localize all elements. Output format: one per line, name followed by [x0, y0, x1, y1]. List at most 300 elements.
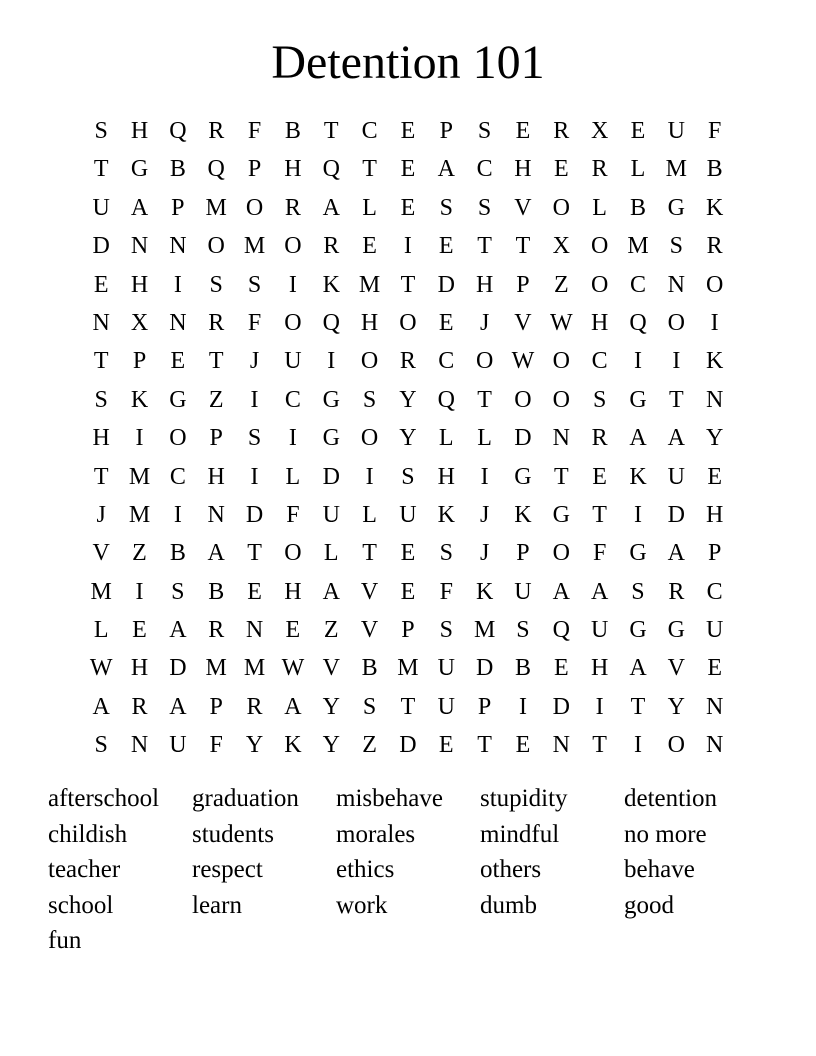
grid-letter: A: [207, 540, 225, 567]
grid-letter: S: [94, 732, 108, 759]
grid-row: [82, 266, 734, 304]
grid-letter: I: [710, 309, 719, 336]
grid-letter: Z: [553, 271, 569, 298]
grid-letter: Q: [169, 118, 187, 144]
grid-letter: I: [288, 271, 297, 298]
grid-letter: U: [437, 693, 455, 720]
grid-letter: Z: [208, 386, 224, 413]
grid-letter: N: [706, 386, 724, 413]
word-bank-item: afterschool: [48, 785, 160, 812]
grid-letter: V: [360, 578, 379, 605]
grid-letter: R: [399, 348, 416, 375]
grid-letter: E: [515, 118, 531, 144]
grid-row: [82, 688, 734, 726]
grid-letter: K: [475, 578, 494, 605]
grid-letter: T: [93, 348, 109, 375]
grid-letter: K: [706, 194, 724, 221]
grid-letter: N: [706, 732, 724, 759]
grid-letter: O: [552, 386, 570, 413]
grid-letter: O: [360, 348, 379, 375]
grid-letter: I: [633, 732, 642, 759]
grid-letter: L: [362, 194, 377, 221]
word-bank-item: detention: [624, 785, 718, 812]
grid-letter: G: [667, 617, 685, 644]
grid-row: [82, 419, 734, 457]
grid-letter: D: [169, 655, 187, 682]
grid-letter: R: [208, 617, 225, 644]
grid-row: [82, 534, 734, 572]
grid-letter: E: [707, 463, 722, 490]
grid-letter: Y: [706, 425, 724, 452]
grid-letter: H: [92, 425, 110, 452]
grid-letter: T: [477, 386, 492, 413]
grid-letter: R: [246, 693, 263, 720]
word-bank-item: students: [192, 820, 274, 848]
grid-letter: X: [130, 309, 149, 336]
grid-letter: O: [245, 194, 264, 221]
grid-letter: S: [362, 693, 377, 720]
grid-letter: M: [205, 194, 227, 221]
grid-letter: W: [89, 655, 113, 682]
grid-letter: T: [400, 271, 416, 298]
grid-letter: F: [439, 578, 453, 605]
grid-letter: E: [132, 617, 147, 644]
grid-letter: R: [208, 118, 225, 144]
grid-letter: S: [477, 194, 492, 221]
grid-letter: Q: [322, 309, 340, 336]
grid-letter: A: [590, 578, 609, 605]
grid-letter: T: [668, 386, 684, 413]
grid-letter: S: [631, 578, 645, 605]
grid-letter: T: [362, 540, 377, 567]
page-title: Detention 101: [271, 36, 545, 89]
grid-letter: M: [90, 578, 112, 605]
grid-letter: N: [552, 425, 570, 452]
grid-letter: B: [629, 194, 646, 221]
grid-row: [82, 458, 734, 496]
word-bank-item: work: [336, 891, 388, 919]
grid-letter: U: [667, 118, 685, 144]
grid-letter: E: [438, 732, 454, 759]
grid-letter: T: [515, 233, 531, 260]
word-bank-item: morales: [336, 820, 416, 848]
grid-letter: O: [475, 348, 494, 375]
grid-letter: N: [169, 309, 187, 336]
grid-letter: A: [552, 578, 570, 605]
grid-letter: T: [630, 693, 646, 720]
grid-row: [82, 189, 734, 227]
grid-letter: E: [400, 118, 416, 144]
grid-letter: B: [284, 118, 301, 144]
grid-letter: K: [322, 271, 340, 298]
grid-letter: T: [400, 693, 416, 720]
grid-letter: E: [400, 156, 416, 183]
grid-letter: M: [243, 233, 266, 260]
grid-letter: T: [93, 463, 109, 490]
grid-letter: A: [629, 655, 647, 682]
grid-letter: Z: [323, 617, 339, 644]
grid-letter: L: [592, 194, 607, 221]
grid-letter: V: [92, 540, 110, 567]
grid-letter: E: [170, 348, 186, 375]
word-bank-item: ethics: [336, 856, 395, 884]
grid-letter: U: [437, 655, 455, 682]
grid-letter: U: [590, 617, 609, 644]
grid-letter: E: [400, 578, 416, 605]
grid-letter: H: [514, 156, 532, 183]
grid-letter: B: [169, 156, 186, 183]
grid-letter: U: [399, 501, 417, 528]
grid-letter: D: [552, 693, 570, 720]
grid-letter: T: [592, 732, 607, 759]
grid-letter: M: [665, 156, 687, 183]
grid-row: [82, 342, 734, 380]
grid-letter: A: [169, 617, 187, 644]
word-bank-item: dumb: [480, 891, 537, 919]
grid-letter: N: [169, 233, 187, 260]
grid-letter: C: [706, 578, 723, 605]
grid-letter: U: [667, 463, 685, 490]
grid-letter: E: [400, 194, 416, 221]
grid-letter: O: [667, 732, 685, 759]
grid-letter: L: [362, 501, 377, 528]
grid-letter: K: [706, 348, 724, 375]
grid-letter: J: [479, 540, 490, 567]
grid-letter: I: [633, 501, 642, 528]
grid-letter: A: [169, 693, 187, 720]
word-bank-item: others: [480, 856, 542, 884]
grid-letter: B: [361, 655, 378, 682]
word-bank-item: teacher: [48, 856, 121, 884]
grid-letter: U: [322, 501, 340, 528]
grid-letter: A: [322, 578, 340, 605]
grid-letter: I: [173, 501, 182, 528]
grid-letter: N: [92, 309, 110, 336]
grid-letter: O: [552, 194, 570, 221]
grid-letter: W: [281, 655, 305, 682]
grid-letter: B: [208, 578, 225, 605]
grid-letter: F: [247, 118, 262, 144]
grid-letter: G: [629, 386, 647, 413]
word-bank-item: graduation: [192, 785, 299, 812]
grid-letter: S: [516, 617, 530, 644]
grid-letter: S: [247, 425, 262, 452]
grid-letter: S: [247, 271, 262, 298]
grid-letter: D: [322, 463, 340, 490]
word-bank-item: misbehave: [336, 785, 443, 812]
grid-letter: A: [629, 425, 647, 452]
grid-letter: A: [667, 425, 685, 452]
grid-letter: T: [247, 540, 262, 567]
grid-letter: U: [706, 617, 724, 644]
grid-letter: E: [400, 540, 416, 567]
grid-row: [82, 496, 734, 534]
grid-letter: E: [438, 309, 454, 336]
grid-row: [82, 726, 734, 764]
grid-letter: E: [247, 578, 262, 605]
grid-letter: Y: [322, 693, 340, 720]
grid-letter: I: [135, 578, 144, 605]
grid-letter: M: [358, 271, 381, 298]
grid-letter: S: [362, 386, 377, 413]
grid-letter: P: [209, 425, 223, 452]
word-bank-item: respect: [192, 856, 263, 884]
grid-letter: G: [169, 386, 187, 413]
grid-letter: P: [171, 194, 185, 221]
grid-letter: T: [477, 233, 492, 260]
grid-letter: R: [668, 578, 685, 605]
grid-letter: I: [327, 348, 336, 375]
grid-letter: U: [514, 578, 532, 605]
grid-letter: O: [284, 233, 302, 260]
grid-letter: Q: [207, 156, 225, 183]
word-bank: [48, 781, 768, 959]
grid-letter: G: [629, 540, 647, 567]
grid-letter: N: [552, 732, 570, 759]
grid-letter: I: [633, 348, 642, 375]
grid-letter: S: [94, 118, 108, 144]
grid-letter: E: [515, 732, 531, 759]
grid-letter: U: [169, 732, 187, 759]
grid-letter: G: [629, 617, 647, 644]
grid-letter: I: [480, 463, 489, 490]
grid-letter: E: [438, 233, 454, 260]
grid-letter: F: [209, 732, 223, 759]
grid-letter: I: [250, 386, 259, 413]
grid-letter: E: [285, 617, 301, 644]
grid-letter: Y: [399, 425, 417, 452]
grid-letter: S: [171, 578, 185, 605]
grid-letter: G: [514, 463, 532, 490]
grid-letter: U: [284, 348, 302, 375]
grid-letter: Y: [399, 386, 417, 413]
grid-letter: Q: [629, 309, 647, 336]
grid-letter: T: [477, 732, 492, 759]
grid-letter: A: [284, 693, 302, 720]
grid-row: [82, 573, 734, 611]
grid-letter: R: [591, 425, 608, 452]
grid-letter: O: [552, 540, 570, 567]
grid-letter: I: [173, 271, 182, 298]
grid-letter: D: [245, 501, 264, 528]
grid-letter: S: [439, 617, 453, 644]
grid-letter: D: [399, 732, 417, 759]
grid-letter: B: [514, 655, 531, 682]
grid-letter: V: [667, 655, 685, 682]
word-bank-item: childish: [48, 820, 128, 848]
grid-letter: L: [630, 156, 646, 183]
grid-letter: H: [284, 156, 302, 183]
grid-letter: S: [669, 233, 683, 260]
grid-letter: H: [130, 655, 149, 682]
grid-letter: C: [361, 118, 378, 144]
word-bank-item: learn: [192, 891, 242, 919]
grid-letter: O: [399, 309, 417, 336]
word-bank-item: school: [48, 891, 114, 919]
grid-letter: K: [130, 386, 149, 413]
grid-letter: D: [92, 233, 110, 260]
grid-letter: A: [130, 194, 149, 221]
grid-letter: K: [514, 501, 532, 528]
grid-letter: C: [438, 348, 455, 375]
grid-letter: N: [245, 617, 264, 644]
grid-letter: Z: [132, 540, 147, 567]
grid-letter: R: [323, 233, 340, 260]
grid-letter: Y: [245, 732, 264, 759]
grid-letter: S: [592, 386, 607, 413]
grid-letter: M: [243, 655, 266, 682]
grid-letter: R: [591, 156, 608, 183]
grid-letter: H: [360, 309, 379, 336]
grid-letter: S: [439, 540, 453, 567]
grid-letter: P: [247, 156, 262, 183]
grid-letter: O: [590, 233, 609, 260]
word-bank-item: behave: [624, 856, 695, 884]
grid-letter: E: [630, 118, 646, 144]
grid-letter: H: [130, 271, 149, 298]
grid-letter: D: [475, 655, 494, 682]
grid-row: [82, 611, 734, 649]
grid-letter: H: [437, 463, 455, 490]
grid-letter: H: [475, 271, 494, 298]
grid-letter: E: [553, 156, 569, 183]
grid-letter: M: [397, 655, 419, 682]
grid-letter: C: [476, 156, 493, 183]
grid-letter: X: [552, 233, 570, 260]
grid-letter: G: [130, 156, 149, 183]
grid-letter: I: [365, 463, 374, 490]
grid-letter: N: [667, 271, 685, 298]
grid-letter: S: [401, 463, 415, 490]
word-bank-item: no more: [624, 820, 707, 848]
grid-letter: K: [437, 501, 455, 528]
grid-letter: M: [128, 501, 151, 528]
grid-letter: Q: [322, 156, 340, 183]
grid-letter: O: [514, 386, 532, 413]
grid-letter: R: [553, 118, 570, 144]
grid-letter: J: [96, 501, 106, 528]
grid-letter: D: [514, 425, 532, 452]
grid-letter: R: [284, 194, 301, 221]
grid-letter: X: [590, 118, 609, 144]
grid-letter: S: [477, 118, 492, 144]
grid-letter: Y: [667, 693, 685, 720]
grid-letter: E: [707, 655, 722, 682]
grid-letter: T: [93, 156, 109, 183]
grid-letter: I: [672, 348, 681, 375]
word-bank-item: mindful: [480, 820, 560, 848]
grid-letter: F: [707, 118, 722, 144]
grid-letter: O: [590, 271, 609, 298]
grid-letter: G: [322, 425, 340, 452]
grid-letter: V: [514, 309, 532, 336]
grid-letter: I: [288, 425, 297, 452]
grid-letter: O: [284, 309, 302, 336]
grid-letter: E: [93, 271, 109, 298]
grid-letter: Q: [437, 386, 455, 413]
grid-letter: L: [285, 463, 301, 490]
grid-letter: P: [209, 693, 223, 720]
grid-row: [82, 150, 734, 188]
grid-letter: B: [706, 156, 723, 183]
grid-letter: L: [323, 540, 339, 567]
grid-letter: T: [592, 501, 607, 528]
grid-letter: M: [128, 463, 151, 490]
grid-letter: A: [667, 540, 685, 567]
grid-letter: S: [209, 271, 223, 298]
grid-letter: K: [629, 463, 647, 490]
grid-letter: O: [360, 425, 379, 452]
grid-letter: M: [627, 233, 649, 260]
grid-letter: G: [552, 501, 570, 528]
grid-letter: R: [131, 693, 148, 720]
word-search-grid: [82, 112, 734, 765]
grid-letter: V: [322, 655, 340, 682]
grid-letter: P: [516, 540, 530, 567]
grid-letter: V: [360, 617, 379, 644]
grid-letter: S: [94, 386, 108, 413]
grid-letter: O: [207, 233, 225, 260]
grid-letter: O: [169, 425, 187, 452]
grid-letter: T: [208, 348, 224, 375]
grid-letter: P: [707, 540, 722, 567]
grid-letter: I: [250, 463, 259, 490]
grid-letter: I: [403, 233, 412, 260]
grid-letter: J: [249, 348, 260, 375]
grid-letter: D: [437, 271, 455, 298]
grid-letter: J: [479, 501, 490, 528]
grid-letter: B: [169, 540, 186, 567]
grid-letter: F: [247, 309, 262, 336]
grid-letter: M: [205, 655, 227, 682]
grid-letter: O: [706, 271, 724, 298]
grid-letter: R: [706, 233, 723, 260]
grid-letter: N: [207, 501, 225, 528]
grid-row: [82, 649, 734, 687]
grid-letter: P: [516, 271, 530, 298]
grid-letter: J: [479, 309, 490, 336]
grid-letter: E: [592, 463, 607, 490]
grid-letter: C: [629, 271, 646, 298]
grid-letter: Y: [322, 732, 340, 759]
grid-letter: H: [284, 578, 302, 605]
grid-letter: A: [92, 693, 110, 720]
grid-letter: H: [590, 309, 609, 336]
grid-letter: S: [439, 194, 453, 221]
grid-letter: D: [667, 501, 685, 528]
grid-letter: O: [284, 540, 302, 567]
grid-row: [82, 112, 734, 150]
grid-letter: G: [322, 386, 340, 413]
grid-letter: F: [592, 540, 607, 567]
grid-letter: N: [130, 732, 149, 759]
grid-letter: I: [595, 693, 604, 720]
grid-letter: H: [590, 655, 609, 682]
grid-letter: N: [706, 693, 724, 720]
grid-letter: T: [362, 156, 377, 183]
grid-letter: C: [284, 386, 301, 413]
grid-letter: E: [362, 233, 377, 260]
grid-letter: V: [514, 194, 532, 221]
word-bank-item: fun: [48, 927, 82, 955]
word-bank-item: good: [624, 891, 674, 919]
grid-row: [82, 381, 734, 419]
grid-row: [82, 304, 734, 342]
grid-letter: U: [92, 194, 110, 221]
grid-letter: E: [553, 655, 569, 682]
grid-letter: O: [552, 348, 570, 375]
grid-letter: H: [207, 463, 225, 490]
